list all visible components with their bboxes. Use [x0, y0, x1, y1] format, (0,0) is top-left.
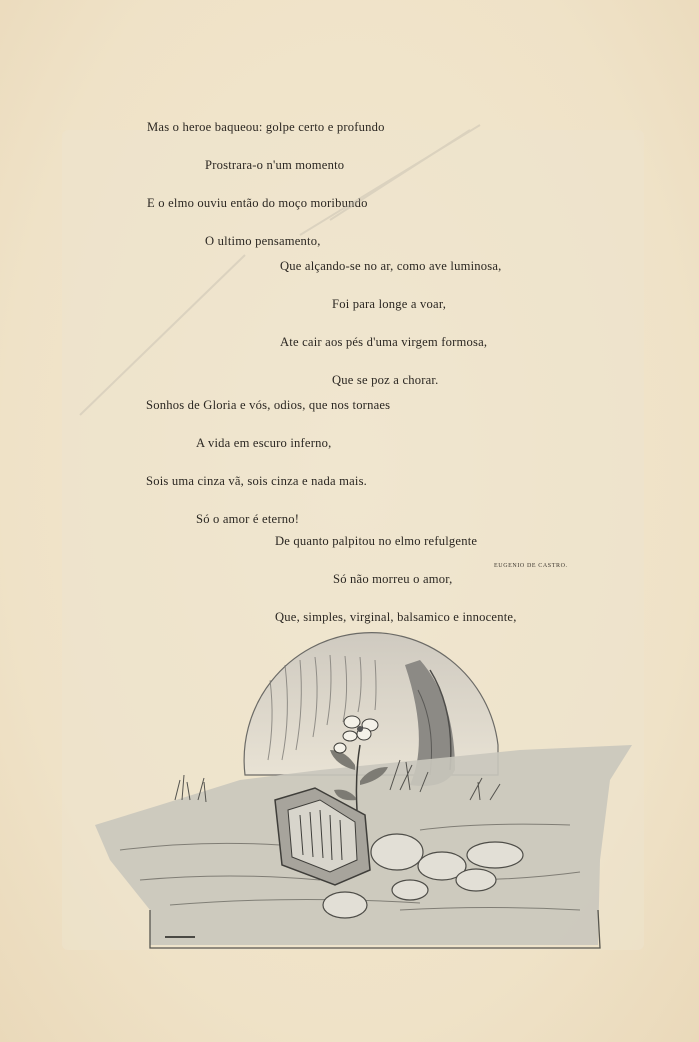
poem-line: E o elmo ouviu então do moço moribundo: [147, 195, 368, 210]
poem-line: Foi para longe a voar,: [332, 296, 447, 311]
poem-line: Que alçando-se no ar, como ave luminosa,: [280, 259, 502, 274]
author-signature: EUGENIO DE CASTRO.: [494, 563, 568, 569]
poem-line: Ate cair aos pés d'uma virgem formosa,: [280, 334, 488, 349]
poem-line: De quanto palpitou no elmo refulgente: [275, 534, 478, 549]
poem-line: Prostrara-o n'um momento: [205, 157, 345, 172]
poem-line: O ultimo pensamento,: [205, 233, 321, 248]
poem-line: A vida em escuro inferno,: [196, 435, 332, 450]
poem-line: Só o amor é eterno!: [196, 511, 300, 526]
poem-line: Sois uma cinza vã, sois cinza e nada mais.: [146, 473, 368, 488]
plate-smudge: [80, 125, 480, 415]
poem-line: Sonhos de Gloria e vós, odios, que nos tornaes: [146, 398, 391, 413]
poem-line: Só não morreu o amor,: [333, 571, 453, 586]
poem-line: Que se poz a chorar.: [332, 372, 439, 387]
poem-line: Mas o heroe baqueou: golpe certo e profundo: [147, 120, 385, 135]
poem-line: Que, simples, virginal, balsamico e innocente,: [275, 609, 517, 624]
moon-disc: [244, 633, 498, 775]
